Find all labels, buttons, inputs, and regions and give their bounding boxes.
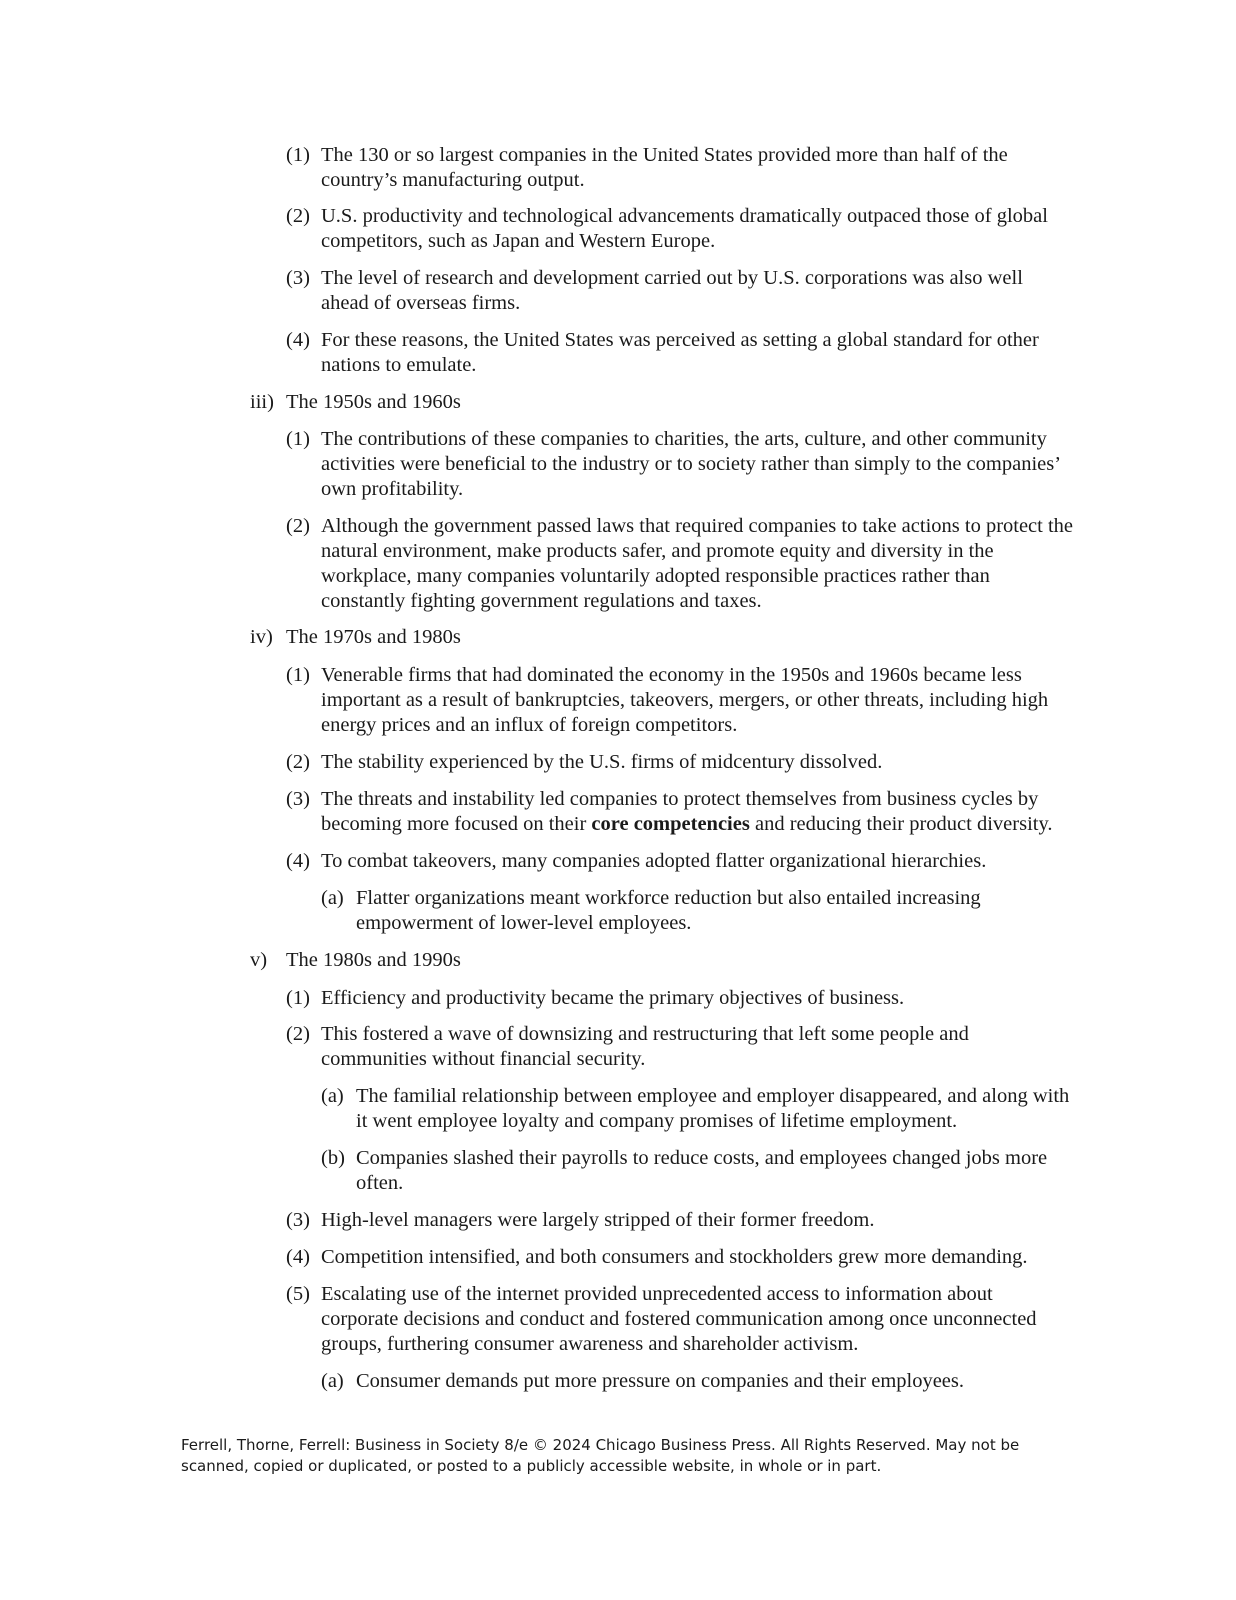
list-item-line: The stability experienced by the U.S. firms of midcentury dissolved. <box>321 751 883 773</box>
list-item-line: corporate decisions and conduct and fostered communication among once unconnected <box>321 1308 1037 1330</box>
list-marker: (4) <box>286 850 310 872</box>
list-item-line: country’s manufacturing output. <box>321 169 585 191</box>
list-marker: (a) <box>321 1370 344 1392</box>
list-marker: (3) <box>286 1209 310 1231</box>
list-item-line: workplace, many companies voluntarily adopted responsible practices rather than <box>321 565 990 587</box>
list-item-line: The threats and instability led companies to protect themselves from business cycles by <box>321 788 1039 810</box>
text-run: and reducing their product diversity. <box>749 813 1053 835</box>
list-marker: (b) <box>321 1147 345 1169</box>
copyright-footer <box>181 1435 1081 1477</box>
list-item-line: Escalating use of the internet provided unprecedented access to information about <box>321 1283 993 1305</box>
list-item-line: The contributions of these companies to charities, the arts, culture, and other community <box>321 428 1047 450</box>
list-item-line: To combat takeovers, many companies adopted flatter organizational hierarchies. <box>321 850 987 872</box>
list-item-line: The familial relationship between employee and employer disappeared, and along with <box>356 1085 1070 1107</box>
list-marker: (a) <box>321 1085 344 1107</box>
list-item-line: For these reasons, the United States was perceived as setting a global standard for other <box>321 329 1039 351</box>
list-marker: (5) <box>286 1283 310 1305</box>
list-item-line: ahead of overseas firms. <box>321 292 521 314</box>
list-marker: (3) <box>286 267 310 289</box>
list-item-line: Venerable firms that had dominated the economy in the 1950s and 1960s became less <box>321 664 1022 686</box>
list-item-line: competitors, such as Japan and Western Europe. <box>321 230 716 252</box>
list-marker: (2) <box>286 1023 310 1045</box>
list-item-line: activities were beneficial to the industry or to society rather than simply to the companies’ <box>321 453 1062 475</box>
footer-line: Ferrell, Thorne, Ferrell: Business in Society 8/e © 2024 Chicago Business Press. All Rights Reserved. May not be <box>181 1436 1020 1454</box>
list-item-line: empowerment of lower-level employees. <box>356 912 692 934</box>
section-marker: iv) <box>250 626 273 648</box>
list-marker: (1) <box>286 144 310 166</box>
list-marker: (2) <box>286 751 310 773</box>
list-item-line: Companies slashed their payrolls to reduce costs, and employees changed jobs more <box>356 1147 1048 1169</box>
list-marker: (2) <box>286 205 310 227</box>
list-item-line <box>321 812 1053 837</box>
footer-line: scanned, copied or duplicated, or posted to a publicly accessible website, in whole or in part. <box>181 1457 882 1475</box>
list-item-line: often. <box>356 1172 404 1194</box>
text-run: becoming more focused on their <box>321 813 592 835</box>
list-item-line: Consumer demands put more pressure on companies and their employees. <box>356 1370 965 1392</box>
list-item-line: groups, furthering consumer awareness and shareholder activism. <box>321 1333 859 1355</box>
list-item-line: natural environment, make products safer, and promote equity and diversity in the <box>321 540 994 562</box>
list-marker: (2) <box>286 515 310 537</box>
list-item-line: High-level managers were largely stripped of their former freedom. <box>321 1209 875 1231</box>
section-marker: v) <box>250 949 268 971</box>
list-item-line: important as a result of bankruptcies, takeovers, mergers, or other threats, including high <box>321 689 1049 711</box>
bold-term: core competencies <box>591 813 750 835</box>
list-item-line: U.S. productivity and technological advancements dramatically outpaced those of global <box>321 205 1048 227</box>
list-marker: (1) <box>286 987 310 1009</box>
list-marker: (3) <box>286 788 310 810</box>
list-item-line: own profitability. <box>321 478 464 500</box>
list-item-line: Competition intensified, and both consumers and stockholders grew more demanding. <box>321 1246 1028 1268</box>
list-item-line: constantly fighting government regulations and taxes. <box>321 590 762 612</box>
list-item-line: Although the government passed laws that required companies to take actions to protect the <box>321 515 1074 537</box>
list-item-line: nations to emulate. <box>321 354 477 376</box>
list-item-line: Efficiency and productivity became the primary objectives of business. <box>321 987 905 1009</box>
section-heading: The 1950s and 1960s <box>286 391 461 413</box>
list-item-line: it went employee loyalty and company promises of lifetime employment. <box>356 1110 958 1132</box>
section-marker: iii) <box>250 391 274 413</box>
section-heading: The 1980s and 1990s <box>286 949 461 971</box>
list-item-line: Flatter organizations meant workforce reduction but also entailed increasing <box>356 887 981 909</box>
section-heading: The 1970s and 1980s <box>286 626 461 648</box>
list-marker: (1) <box>286 428 310 450</box>
list-item-line: This fostered a wave of downsizing and restructuring that left some people and <box>321 1023 969 1045</box>
list-item-line: The 130 or so largest companies in the United States provided more than half of the <box>321 144 1008 166</box>
list-marker: (1) <box>286 664 310 686</box>
list-marker: (a) <box>321 887 344 909</box>
list-item-line: communities without financial security. <box>321 1048 646 1070</box>
list-marker: (4) <box>286 329 310 351</box>
list-marker: (4) <box>286 1246 310 1268</box>
list-item-line: energy prices and an influx of foreign competitors. <box>321 714 738 736</box>
list-item-line: The level of research and development carried out by U.S. corporations was also well <box>321 267 1023 289</box>
